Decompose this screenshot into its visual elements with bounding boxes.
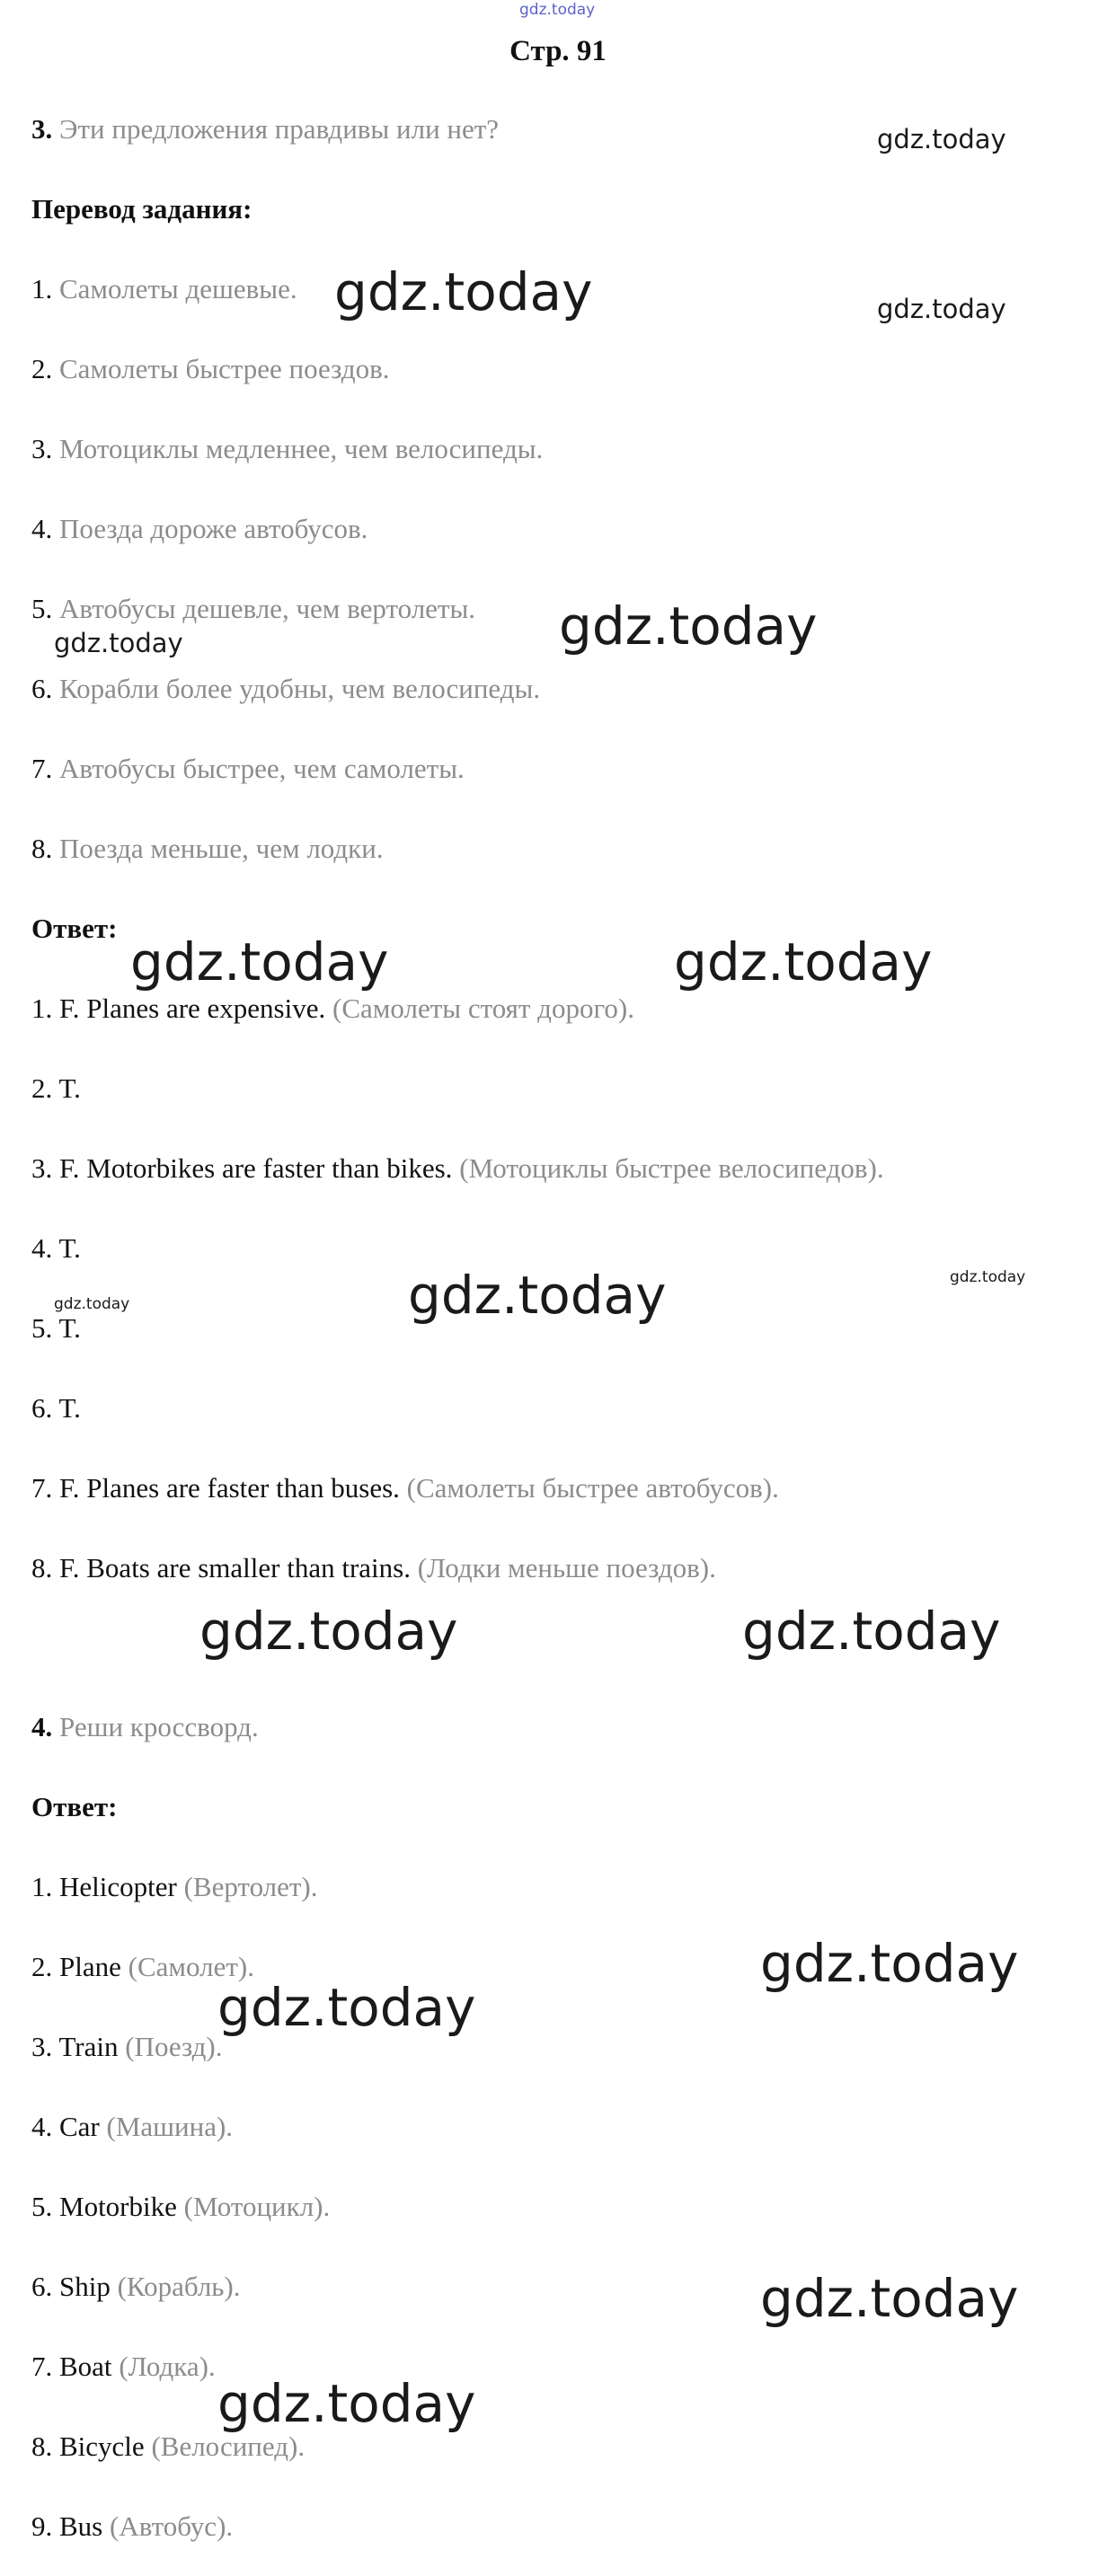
answer-heading: Ответ: (31, 1791, 118, 1822)
translation-item: 2. Самолеты быстрее поездов. (31, 353, 390, 384)
crossword-answer: 9. Bus (Автобус). (31, 2510, 234, 2542)
translation-heading: Перевод задания: (31, 193, 252, 225)
translation-item: 5. Автобусы дешевле, чем вертолеты. (31, 593, 476, 624)
watermark: gdz.today (54, 1295, 130, 1313)
watermark: gdz.today (408, 1265, 667, 1326)
watermark: gdz.today (760, 2268, 1019, 2329)
answer-item: 2. T. (31, 1072, 81, 1104)
watermark: gdz.today (199, 1601, 458, 1662)
task3-prompt: Эти предложения правдивы или нет? (59, 113, 500, 145)
translation-item: 8. Поезда меньше, чем лодки. (31, 833, 384, 864)
watermark: gdz.today (742, 1601, 1001, 1662)
watermark: gdz.today (130, 931, 389, 992)
translation-item: 7. Автобусы быстрее, чем самолеты. (31, 753, 465, 784)
watermark: gdz.today (217, 2373, 476, 2434)
translation-item: 3. Мотоциклы медленнее, чем велосипеды. (31, 433, 544, 464)
watermark: gdz.today (877, 124, 1006, 154)
crossword-answer: 7. Boat (Лодка). (31, 2351, 216, 2382)
crossword-answer: 3. Train (Поезд). (31, 2031, 223, 2062)
crossword-answer: 4. Car (Машина). (31, 2111, 234, 2142)
translation-item: 1. Самолеты дешевые. (31, 273, 297, 304)
translation-item: 6. Корабли более удобны, чем велосипеды. (31, 673, 541, 704)
task4-prompt: Реши кроссворд. (59, 1711, 259, 1742)
answer-item: 3. F. Motorbikes are faster than bikes. (Мотоциклы быстрее велосипедов). (31, 1152, 884, 1184)
answer-item: 7. F. Planes are faster than buses. (Самолеты быстрее автобусов). (31, 1472, 779, 1504)
crossword-answer: 2. Plane (Самолет). (31, 1951, 254, 1982)
page-title: Стр. 91 (509, 35, 607, 67)
answer-item: 1. F. Planes are expensive. (Самолеты стоят дорого). (31, 992, 634, 1024)
answer-heading: Ответ: (31, 913, 118, 944)
crossword-answer: 5. Motorbike (Мотоцикл). (31, 2191, 331, 2222)
watermark: gdz.today (334, 261, 593, 322)
task3-number: 3. (31, 113, 53, 145)
answer-item: 4. T. (31, 1232, 81, 1264)
watermark: gdz.today (760, 1933, 1019, 1994)
watermark: gdz.today (54, 628, 183, 658)
crossword-answer: 8. Bicycle (Велосипед). (31, 2430, 306, 2462)
watermark: gdz.today (674, 931, 933, 992)
answer-item: 5. T. (31, 1312, 81, 1344)
watermark: gdz.today (559, 595, 818, 657)
task3-prompt-line (31, 111, 499, 147)
answer-item: 8. F. Boats are smaller than trains. (Лодки меньше поездов). (31, 1552, 716, 1584)
crossword-answer: 6. Ship (Корабль). (31, 2271, 241, 2302)
task4-prompt-line (31, 1709, 259, 1745)
crossword-answer: 1. Helicopter (Вертолет). (31, 1871, 318, 1902)
watermark: gdz.today (217, 1977, 476, 2038)
watermark: gdz.today (877, 294, 1006, 324)
answer-item: 6. T. (31, 1392, 81, 1424)
watermark-top: gdz.today (519, 1, 596, 19)
task4-number: 4. (31, 1711, 53, 1742)
watermark: gdz.today (950, 1268, 1026, 1286)
translation-item: 4. Поезда дороже автобусов. (31, 513, 368, 544)
